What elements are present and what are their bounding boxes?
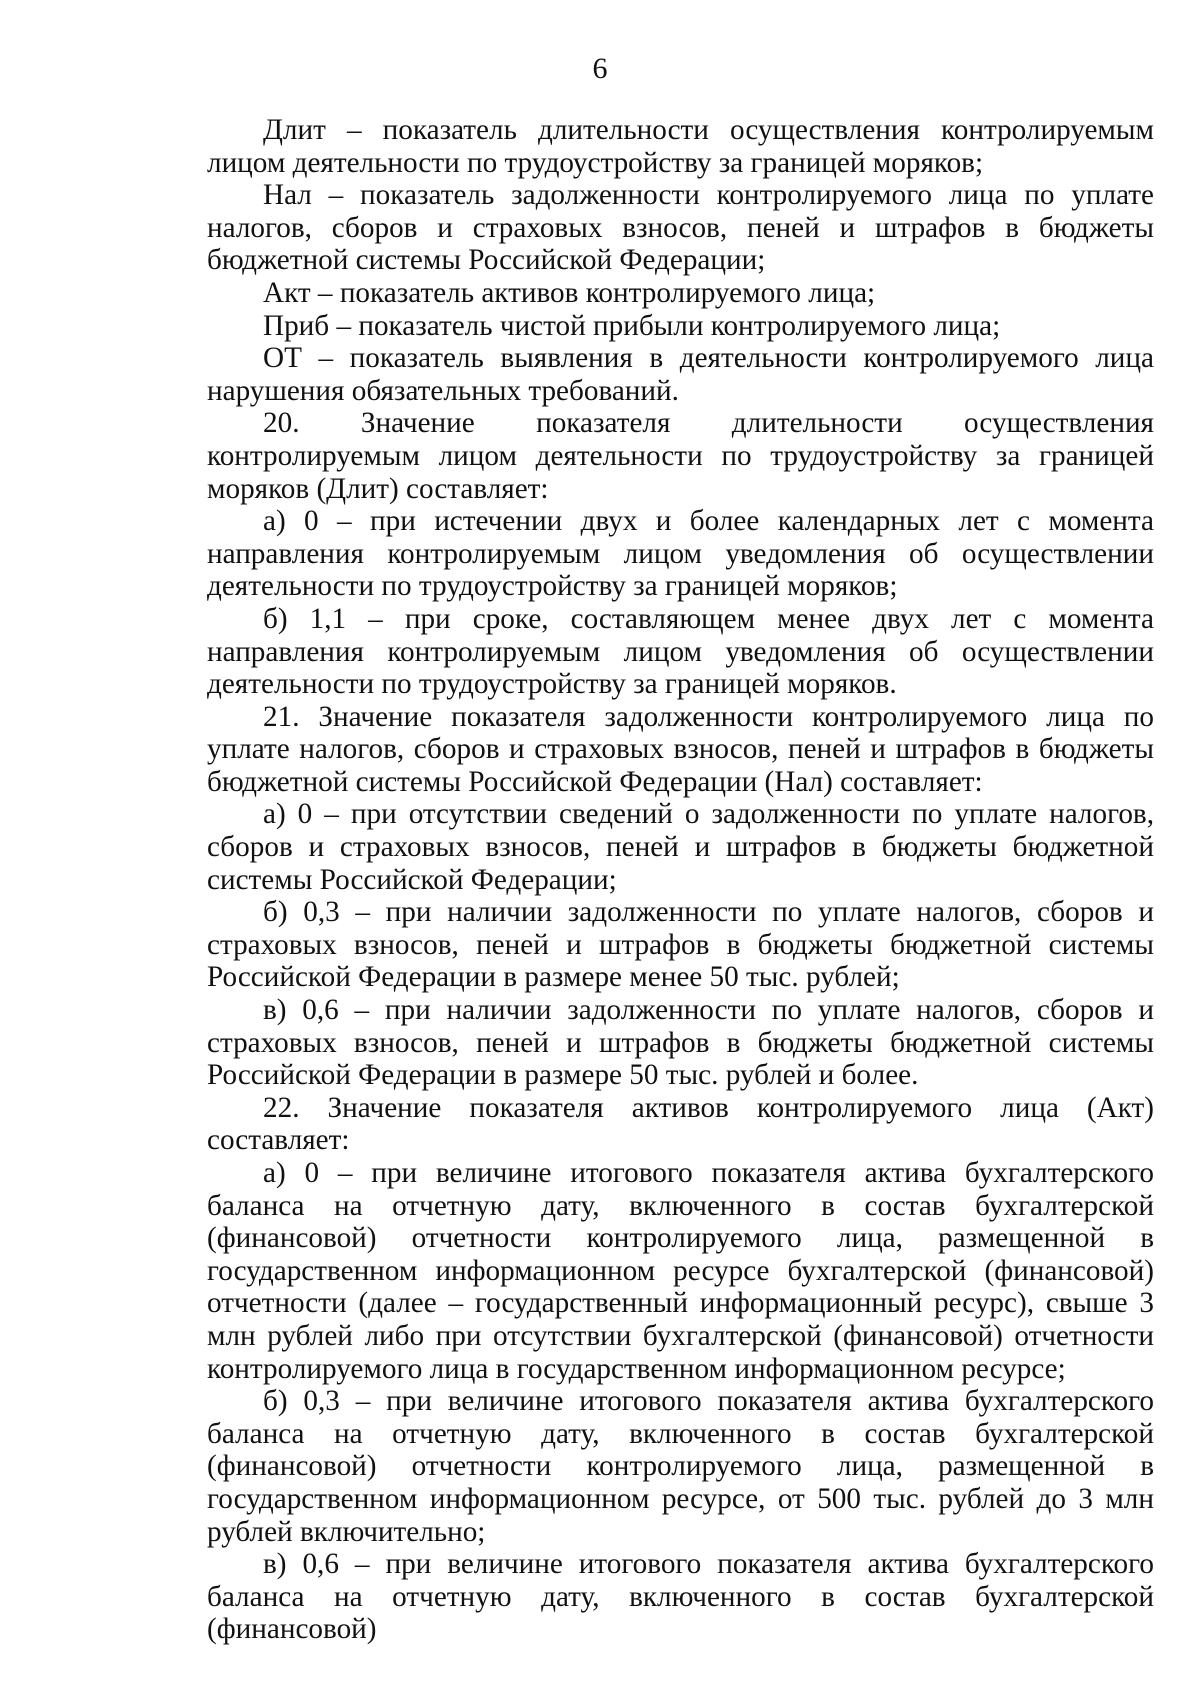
paragraph-item-21-v: в) 0,6 – при наличии задолженности по уплате налогов, сборов и страховых взносов, пеней и штрафов в бюджеты бюджетной системы Российской Федерации в размере 50 тыс. рублей и более. [207, 994, 1154, 1092]
paragraph-item-22-a: а) 0 – при величине итогового показателя актива бухгалтерского баланса на отчетную дату, включенного в состав бухгалтерской (финансовой) отчетности контролируемого лица, размещенной в государственном информационном ресурсе бухгалтерской (финансовой) отчетности (далее – государственный информационный ресурс), свыше 3 млн рублей либо при отсутствии бухгалтерской (финансовой) отчетности контролируемого лица в государственном информационном ресурсе; [207, 1157, 1154, 1385]
paragraph-dlit-definition: Длит – показатель длительности осуществления контролируемым лицом деятельности по трудоустройству за границей моряков; [207, 114, 1154, 179]
paragraph-item-22: 22. Значение показателя активов контролируемого лица (Акт) составляет: [207, 1091, 1154, 1157]
paragraph-prib-definition: Приб – показатель чистой прибыли контролируемого лица; [263, 309, 1001, 342]
paragraph-item-22-b: б) 0,3 – при величине итогового показателя актива бухгалтерского баланса на отчетную дату, включенного в состав бухгалтерской (финансовой) отчетности контролируемого лица, размещенной в государственном информационном ресурсе, от 500 тыс. рублей до 3 млн рублей включительно; [207, 1385, 1154, 1548]
paragraph-item-21: 21. Значение показателя задолженности контролируемого лица по уплате налогов, сборов и страховых взносов, пеней и штрафов в бюджеты бюджетной системы Российской Федерации (Нал) составляет: [207, 700, 1154, 798]
paragraph-ot-definition: ОТ – показатель выявления в деятельности контролируемого лица нарушения обязательных требований. [207, 342, 1154, 407]
paragraph-item-20-a: а) 0 – при истечении двух и более календарных лет с момента направления контролируемым лицом уведомления об осуществлении деятельности по трудоустройству за границей моряков; [207, 505, 1154, 603]
paragraph-item-21-b: б) 0,3 – при наличии задолженности по уплате налогов, сборов и страховых взносов, пеней и штрафов в бюджеты бюджетной системы Российской Федерации в размере менее 50 тыс. рублей; [207, 896, 1154, 994]
paragraph-item-21-a: а) 0 – при отсутствии сведений о задолженности по уплате налогов, сборов и страховых взносов, пеней и штрафов в бюджеты бюджетной системы Российской Федерации; [207, 798, 1154, 896]
document-body [207, 114, 1154, 1646]
paragraph-akt-definition: Акт – показатель активов контролируемого лица; [263, 276, 876, 309]
page-number: 6 [592, 52, 608, 85]
paragraph-item-20-b: б) 1,1 – при сроке, составляющем менее двух лет с момента направления контролируемым лицом уведомления об осуществлении деятельности по трудоустройству за границей моряков. [207, 602, 1154, 701]
paragraph-item-20: 20. Значение показателя длительности осуществления контролируемым лицом деятельности по трудоустройству за границей моряков (Длит) составляет: [207, 407, 1154, 505]
paragraph-nal-definition: Нал – показатель задолженности контролируемого лица по уплате налогов, сборов и страховых взносов, пеней и штрафов в бюджеты бюджетной системы Российской Федерации; [207, 179, 1154, 277]
paragraph-item-22-v: в) 0,6 – при величине итогового показателя актива бухгалтерского баланса на отчетную дату, включенного в состав бухгалтерской (финансовой) [207, 1548, 1154, 1646]
